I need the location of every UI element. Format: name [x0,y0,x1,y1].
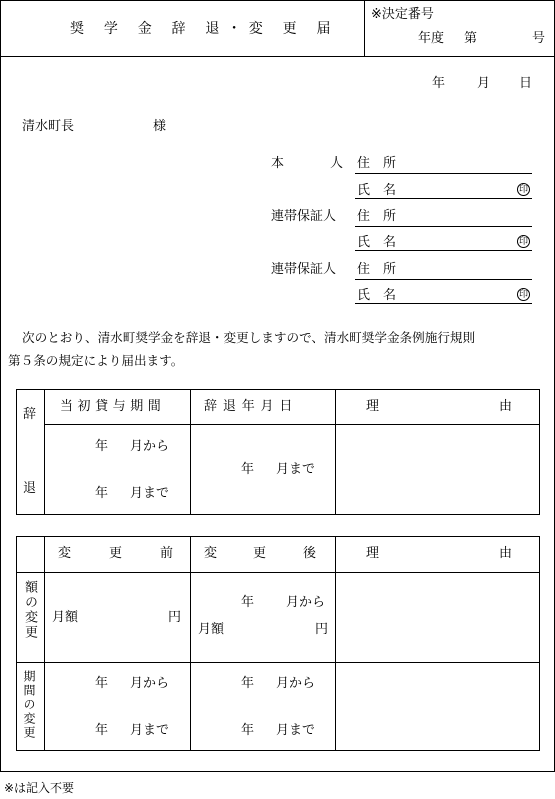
withdraw-col-divider2 [190,389,191,515]
withdraw-from-month: 月から [130,439,170,454]
guarantor1-address-label: 住 所 [357,209,397,224]
applicant-stamp-mark: 印 [518,185,528,195]
applicant-label-nin: 人 [330,156,344,171]
guarantor1-name-label: 氏 名 [357,235,397,250]
change-col-before-mid: 更 [109,546,123,561]
withdraw-col-divider3 [335,389,336,515]
withdraw-from-year: 年 [95,439,109,454]
withdraw-col-date: 辞退年月日 [204,399,299,414]
guarantor2-address-line [355,279,532,280]
period-before-from-year: 年 [95,676,109,691]
withdraw-col-reason-left: 理 [366,399,380,414]
decision-year-label: 年度 [418,31,445,46]
change-col-divider3 [335,536,336,751]
period-after-to-month: 月まで [276,723,316,738]
change-after-year: 年 [241,595,255,610]
guarantor2-name-line [355,303,532,304]
body-text-line2: 第５条の規定により届出ます。 [8,353,184,368]
withdraw-side-top: 辞 [23,407,37,422]
change-col-before-right: 前 [160,546,174,561]
applicant-name-label: 氏 名 [357,183,397,198]
withdraw-col-divider1 [44,389,45,515]
guarantor2-label: 連帯保証人 [271,262,337,277]
period-after-from-year: 年 [241,676,255,691]
change-after-month-from: 月から [286,595,326,610]
decision-dai-label: 第 [464,31,478,46]
period-after-from-month: 月から [276,676,316,691]
change-col-before-left: 変 [58,546,72,561]
applicant-address-line [355,173,532,174]
guarantor1-name-line [355,250,532,251]
change-row1-label: 額の変更 [22,580,37,640]
header-vertical-divider [364,0,365,56]
change-before-monthly-label: 月額 [52,610,79,625]
withdraw-to-month: 月まで [130,486,170,501]
guarantor1-label: 連帯保証人 [271,209,337,224]
change-after-yen: 円 [315,622,329,637]
change-col-after-right: 後 [303,546,317,561]
withdraw-date-year: 年 [241,462,255,477]
withdraw-date-month: 月まで [276,462,316,477]
change-col-after-left: 変 [204,546,218,561]
date-day-label: 日 [519,76,533,91]
change-col-divider2 [190,536,191,751]
applicant-label-hon: 本 [271,156,285,171]
guarantor1-stamp-mark: 印 [518,237,528,247]
addressee-name: 清水町長 [22,119,75,134]
withdraw-col-reason-right: 由 [499,399,513,414]
withdraw-table-header-line [44,424,540,425]
guarantor1-address-line [355,226,532,227]
guarantor2-address-label: 住 所 [357,262,397,277]
period-before-to-month: 月まで [130,723,170,738]
change-col-divider1 [44,536,45,751]
footer-note: ※は記入不要 [4,781,75,795]
change-table [16,536,540,751]
applicant-address-label: 住 所 [357,156,397,171]
change-table-header-line [16,572,540,573]
applicant-name-line [355,198,532,199]
change-before-yen: 円 [168,610,182,625]
change-after-monthly-label: 月額 [198,622,225,637]
guarantor2-name-label: 氏 名 [357,288,397,303]
period-before-to-year: 年 [95,723,109,738]
body-text-line1: 次のとおり、清水町奨学金を辞退・変更しますので、清水町奨学金条例施行規則 [22,330,476,345]
change-row2-label: 期間の変更 [22,670,36,740]
withdraw-side-bottom: 退 [23,481,37,496]
withdraw-col-period: 当初貸与期間 [60,399,166,414]
header-divider [0,56,555,57]
change-col-reason-left: 理 [366,546,380,561]
withdraw-to-year: 年 [95,486,109,501]
guarantor2-stamp-mark: 印 [518,290,528,300]
decision-number-label: ※決定番号 [371,7,434,22]
date-month-label: 月 [477,76,491,91]
period-after-to-year: 年 [241,723,255,738]
date-year-label: 年 [432,76,446,91]
change-table-row-divider [16,662,540,663]
decision-go-label: 号 [532,31,546,46]
change-col-reason-right: 由 [499,546,513,561]
change-col-after-mid: 更 [253,546,267,561]
period-before-from-month: 月から [130,676,170,691]
addressee-honorific: 様 [153,119,167,134]
form-title: 奨 学 金 辞 退・変 更 届 [70,21,339,37]
